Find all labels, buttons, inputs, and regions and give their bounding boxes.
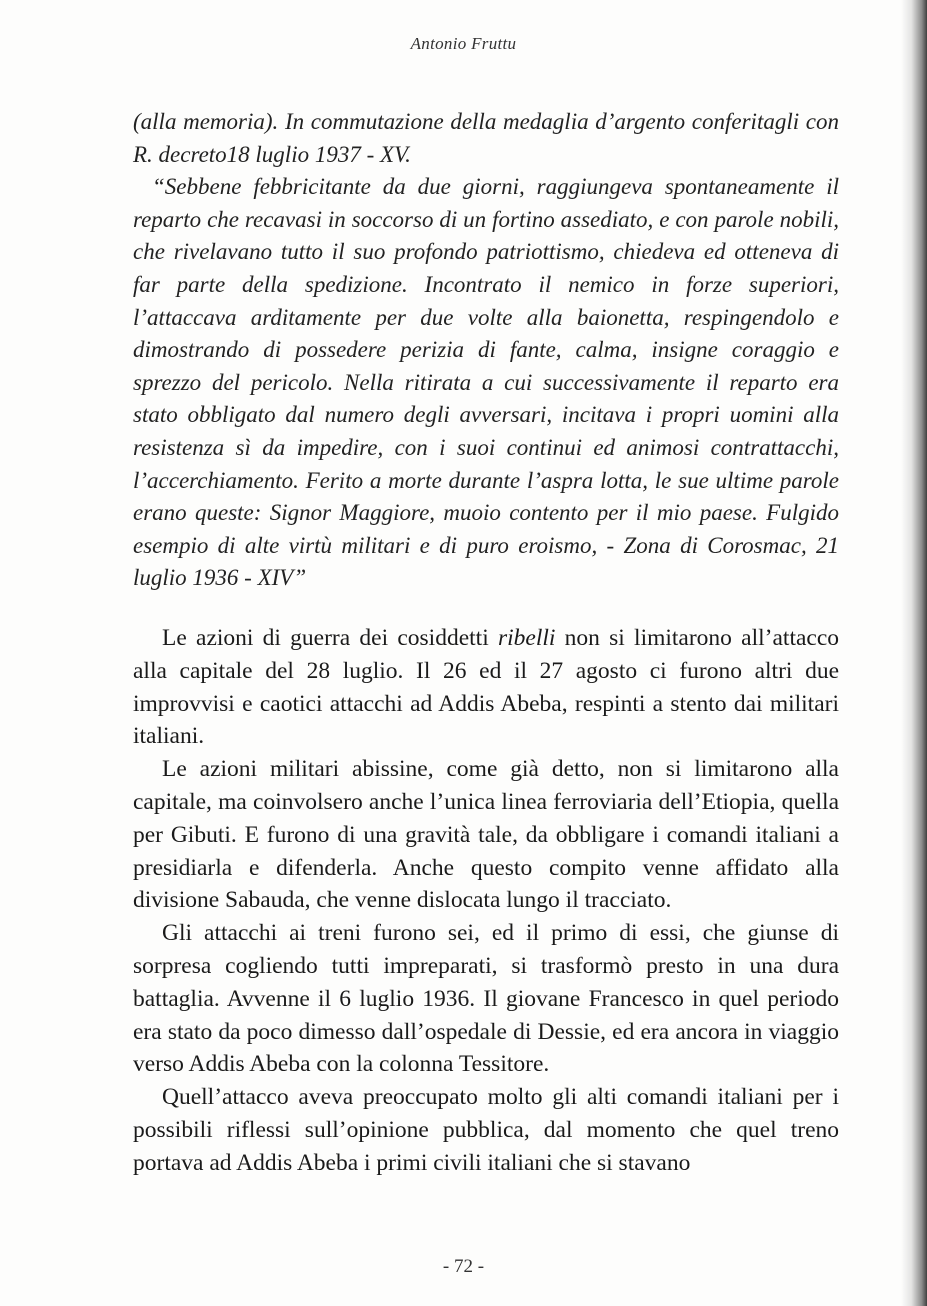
body-paragraph-1-start: Le azioni di guerra dei cosiddetti [162,625,498,651]
page-edge-shadow [901,0,927,1306]
citation-paragraph: (alla memoria). In commutazione della medaglia d’argento conferitagli con R. decreto18 luglio 1937 - XV. [133,109,839,167]
italic-term-ribelli: ribelli [497,625,556,651]
body-paragraph-1-end: non si limitarono all’attacco alla capitale del 28 luglio. Il 26 ed il 27 agosto ci furono altri due improvvisi e caotici attacchi ad Addis Abeba, respinti a stento dai militari italiani. [133,625,840,750]
page-number: - 72 - [442,1256,485,1277]
medal-citation-quote [133,106,839,595]
motivation-paragraph: “Sebbene febbricitante da due giorni, raggiungeva spontaneamente il reparto che recavasi in soccorso di un fortino assediato, e con parole nobili, che rivelavano tutto il suo profondo patriottismo, chiedeva ed otteneva di far parte della spedizione. Incontrato il nemico in forze superiori, l’attaccava arditamente per due volte alla baionetta, respingendolo e dimostrando di possedere perizia di fante, calma, insigne coraggio e sprezzo del pericolo. Nella ritirata a cui successivamente il reparto era stato obbligato dal numero degli avversari, incitava i propri uomini alla resistenza sì da impedire, con i suoi continui ed animosi contrattacchi, l’accerchiamento. Ferito a morte durante l’aspra lotta, le sue ultime parole erano queste: Signor Maggiore, muoio contento per il mio paese. Fulgido esempio di alte virtù militari e di puro eroismo, - Zona di Corosmac, 21 luglio 1936 - XIV” [133,174,839,591]
body-paragraph-4: Quell’attacco aveva preoccupato molto gli alti comandi italiani per i possibili riflessi sull’opinione pubblica, dal momento che quel treno portava ad Addis Abeba i primi civili italiani che si stavano [133,1084,839,1176]
body-paragraph-1 [133,622,839,753]
running-head: Antonio Fruttu [410,34,517,53]
body-paragraph-2: Le azioni militari abissine, come già detto, non si limitarono alla capitale, ma coinvolsero anche l’unica linea ferroviaria dell’Etiopia, quella per Gibuti. E furono di una gravità tale, da obbligare i comandi italiani a presidiarla e difenderla. Anche questo compito venne affidato alla divisione Sabauda, che venne dislocata lungo il tracciato. [133,756,839,914]
body-text [133,622,839,1180]
body-paragraph-3: Gli attacchi ai treni furono sei, ed il primo di essi, che giunse di sorpresa cogliendo tutti impreparati, si trasformò presto in una dura battaglia. Avvenne il 6 luglio 1936. Il giovane Francesco in quel periodo era stato da poco dimesso dall’ospedale di Dessie, ed era ancora in viaggio verso Addis Abeba con la colonna Tessitore. [133,920,839,1078]
